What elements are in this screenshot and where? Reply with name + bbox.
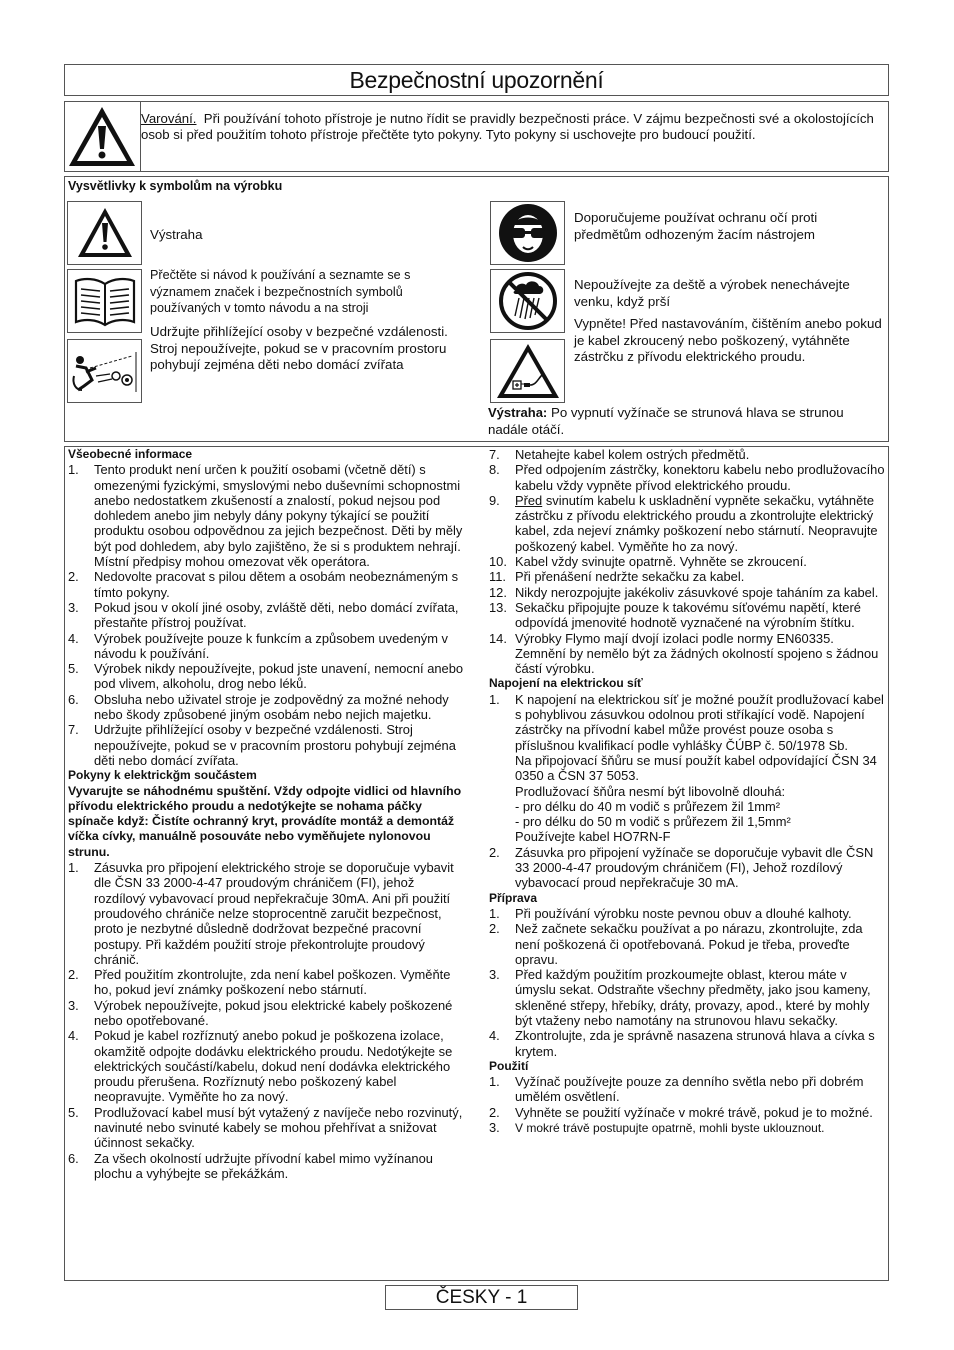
section-heading-connection: Napojení na elektrickou síť [489, 676, 643, 691]
symbol-text-manual: Přečtěte si návod k používání a seznamte se s významem značek i bezpečnostních symbolů používaných v tomto návodu a na stroji [150, 268, 411, 315]
list-item: 2. Než začnete sekačku používat a po nárazu, zkontrolujte, zda není poškozená či opotřebovaná. Pokud je třeba, proveďte opravu. [489, 921, 863, 967]
list-item: 10. Kabel vždy svinujte opatrně. Vyhněte se zkroucení. [489, 554, 807, 570]
list-item: 2. Nedovolte pracovat s pilou dětem a osobám neobeznámeným s tímto pokyny. [68, 569, 459, 600]
list-item: 1. Při používání výrobku noste pevnou obuv a dlouhé kalhoty. [489, 905, 852, 921]
list-item: 6. Obsluha nebo uživatel stroje je zodpovědný za možné nehody nebo škody způsobené jiným osobám nebo nejich majetku. [68, 691, 449, 723]
warning-box [64, 101, 889, 172]
left-column [68, 447, 468, 1181]
list-item: 6. Za všech okolností udržujte přívodní kabel mimo vyžínanou plochu a vyhýbejte se překážkám. [68, 1150, 433, 1181]
list-item: 3. Výrobek nepoužívejte, pokud jsou elektrické kabely poškozené nebo opotřebované. [68, 997, 453, 1028]
section-heading-preparation: Příprava [489, 890, 538, 905]
warning-body: Při používání tohoto přístroje je nutno řídit se pravidly bezpečnosti práce. V zájmu bezpečnosti své a okolostojících osob si před použitím tohoto přístroje přečtěte tyto pokyny. Tyto pokyny si uschovejte pro budoucí použití. [141, 111, 874, 142]
section-heading-general: Všeobecné informace [68, 447, 193, 461]
page-title: Bezpečnostní upozornění [349, 67, 604, 93]
manual-book-icon [67, 269, 142, 333]
list-item: 1. Zásuvka pro připojení elektrického stroje se doporučuje vybavit dle ČSN 33 2000-4-47 proudovým chráničem (FI), jehož rozdílový vybavovací proud nepřekračuje 30mA. Ani při použití proudového chrániče nelze stoprocentně zaručit bezpečnost, proto je nezbytné důsledně dodržovat bezpečné pracovní postupy. Při každém použití stroje překontrolujte proudový chránič. [68, 860, 454, 967]
list-item: 7. Udržujte přihlížející osoby v bezpečné vzdálenosti. Stroj nepoužívejte, pokud se v pracovním prostoru pohybují zejména děti nebo domácí zvířata. [68, 722, 456, 768]
list-item: 2. Zásuvka pro připojení vyžínače se doporučuje vybavit dle ČSN 33 2000-4-47 proudovým chráničem (FI), Jehož rozdílový vybavocací proud nepřekračuje 30 mA. [489, 844, 874, 891]
general-list [68, 462, 468, 768]
eye-protection-icon [490, 201, 565, 265]
symbol-text-unplug: Vypněte! Před nastavováním, čištěním anebo pokud je kabel zkroucený nebo poškozený, vytáhněte zástrčku z přívodu elektrického proudu. [574, 316, 882, 364]
title-box [64, 64, 889, 96]
warning-triangle-icon [67, 201, 142, 265]
list-item: 1. Vyžínač používejte pouze za denního světla nebo při dobrém umělém osvětlení. [489, 1074, 864, 1105]
no-rain-icon [490, 269, 565, 333]
list-item: 3. Pokud jsou v okolí jiné osoby, zvláště děti, nebo domácí zvířata, přestaňte přístroj používat. [68, 599, 459, 631]
list-item: 1. K napojení na elektrickou síť je možné použít prodlužovací kabel s pohyblivou zásuvkou odolnou proti stříkající vodě. Napojení zástrčky na přívodní kabel může provést pouze osoba s příslušnou kvalifikací podle vyhlášky ČÚBP č. 50/1978 Sb. Na připojovací šňůru se musí použít kabel odpovídající ČSN 34 0350 a ČSN 37 5053. Prodlužovací šňůra nesmí být libovolně dlouhá: - pro délku do 40 m vodič s průřezem žil 1mm² - pro délku do 50 m vodič s průřezem žil 1,5mm² Používejte kabel HO7RN-F [489, 691, 884, 845]
section-heading-electrical: Pokyny k elektrickğm součástem [68, 768, 257, 783]
list-item: 1. Tento produkt není určen k použití osobami (včetně dětí) s omezenými fyzickými, smyslovými nebo duševními schopnostmi anebo nedostatkem zkušeností a znalostí, pokud nejsou pod dohledem anebo jim nebyly dány pokyny týkající se použití produktu osobou odpovědnou za jejich bezpečnost. Děti by měly být pod dohledem, aby bylo zajištěno, že si s produktem nehrají. Místní předpisy mohou omezovat věk operátora. [68, 462, 463, 570]
symbol-text-no-rain: Nepoužívejte za deště a výrobek nenechávejte venku, když prší [574, 277, 850, 309]
continued-list [489, 447, 887, 676]
page-number-label: ČESKY - 1 [435, 1287, 528, 1308]
strong-warning [488, 405, 886, 438]
section-heading-use: Použití [489, 1058, 529, 1073]
symbols-heading: Vysvětlivky k symbolům na výrobku [68, 179, 283, 193]
symbol-text-bystanders: Udržujte přihlížející osoby v bezpečné vzdálenosti. Stroj nepoužívejte, pokud se v pracovním prostoru pohybují zejména děti nebo domácí zvířata [150, 324, 448, 372]
list-item: 4. Výrobek používejte pouze k funkcím a způsobem uvedeným v návodu k používání. [68, 630, 448, 661]
use-list [489, 1074, 887, 1136]
right-column [489, 447, 887, 1136]
list-item: 14. Výrobky Flymo mají dvojí izolaci podle normy EN60335. Zemnění by nemělo být za žádných okolností spojeno s žádnou částí výrobku. [489, 630, 879, 677]
list-item: 5. Výrobek nikdy nepoužívejte, pokud jste unavení, nemocní anebo pod vlivem, alkoholu, drog nebo léků. [68, 661, 464, 692]
connection-list [489, 692, 887, 891]
bystander-distance-icon [67, 339, 142, 403]
warning-text [141, 111, 880, 143]
warning-triangle-icon [65, 102, 141, 171]
list-item: 7. Netahejte kabel kolem ostrých předmětů. [489, 447, 750, 462]
strong-warning-label: Výstraha: [488, 405, 548, 420]
list-item: 13. Sekačku připojujte pouze k takovému síťovému napětí, které odpovídá jmenovité hodnotě vyznačené na výrobním štítku. [489, 599, 861, 631]
list-item: 4. Pokud je kabel rozříznutý anebo pokud je poškozena izolace, okamžitě odpojte dodávku elektrického proudu. Nedotýkejte se elektrických součástí/kabelu, dokud není dodávka elektrického proudu přerušena. Rozříznutý nebo poškozený kabel neopravujte. Vyměňte ho za nový. [68, 1028, 453, 1105]
list-item: 12. Nikdy nerozpojujte jakékoliv zásuvkové spoje taháním za kabel. [489, 584, 879, 600]
symbols-box [64, 176, 889, 442]
electrical-list [68, 860, 468, 1181]
list-item: 2. Před použitím zkontrolujte, zda není kabel poškozen. Vyměňte ho, pokud jeví známky poškození nebo stárnutí. [68, 967, 451, 998]
symbol-text-warning: Výstraha [150, 227, 203, 242]
page-footer [385, 1285, 578, 1310]
symbol-text-eye-protection: Doporučujeme používat ochranu očí proti předmětům odhozeným žacím nástrojem [574, 210, 818, 242]
list-item: 3. V mokré trávě postupujte opatrně, mohli byste uklouznout. [489, 1120, 825, 1136]
list-item: 2. Vyhněte se použití vyžínače v mokré trávě, pokud je to možné. [489, 1104, 873, 1120]
instructions-box [64, 446, 889, 1281]
list-item: 4. Zkontrolujte, zda je správně nasazena strunová hlava a cívka s krytem. [489, 1028, 875, 1059]
list-item: 8. Před odpojením zástrčky, konektoru kabelu nebo prodlužovacího kabelu vždy vypněte přívod elektrického proudu. [489, 462, 885, 493]
list-item: 3. Před každým použitím prozkoumejte oblast, kterou máte v úmyslu sekat. Odstraňte všechny předměty, jako jsou kameny, skleněné střepy, hřebíky, dráty, provazy, apod., které by mohly být vtaženy nebo namotány na strunovou hlavu sekačky. [489, 967, 871, 1028]
unplug-warning-icon [490, 339, 565, 403]
strong-warning-text: Po vypnutí vyžínače se strunová hlava se strunou nadále otáčí. [488, 405, 844, 437]
list-item: 9. Před svinutím kabelu k uskladnění vypněte sekačku, vytáhněte zástrčku z přívodu elektrického proudu a zkontrolujte elektrický kabel, zda nejeví známky poškození nebo stárnutí. Neopravujte poškozený kabel. Vyměňte ho za nový. [489, 492, 878, 554]
list-item: 11. Při přenášení nedržte sekačku za kabel. [489, 569, 745, 585]
preparation-list [489, 906, 887, 1059]
electrical-warning: Vyvarujte se náhodnému spuštění. Vždy odpojte vidlici od hlavního přívodu elektrického proudu a nedotýkejte se nohama páčky spínače když: Čistíte ochranný kryt, provádíte montáž a demontáž víčka cívky, manuálně posouváte nebo vyměňujete nylonovou strunu. [68, 783, 462, 859]
warning-label: Varování. [141, 111, 197, 126]
list-item: 5. Prodlužovací kabel musí být vytažený z navíječe nebo rozvinutý, navinuté nebo svinuté kabely se mohou přehřívat a snižovat účinnost sekačky. [68, 1104, 463, 1151]
